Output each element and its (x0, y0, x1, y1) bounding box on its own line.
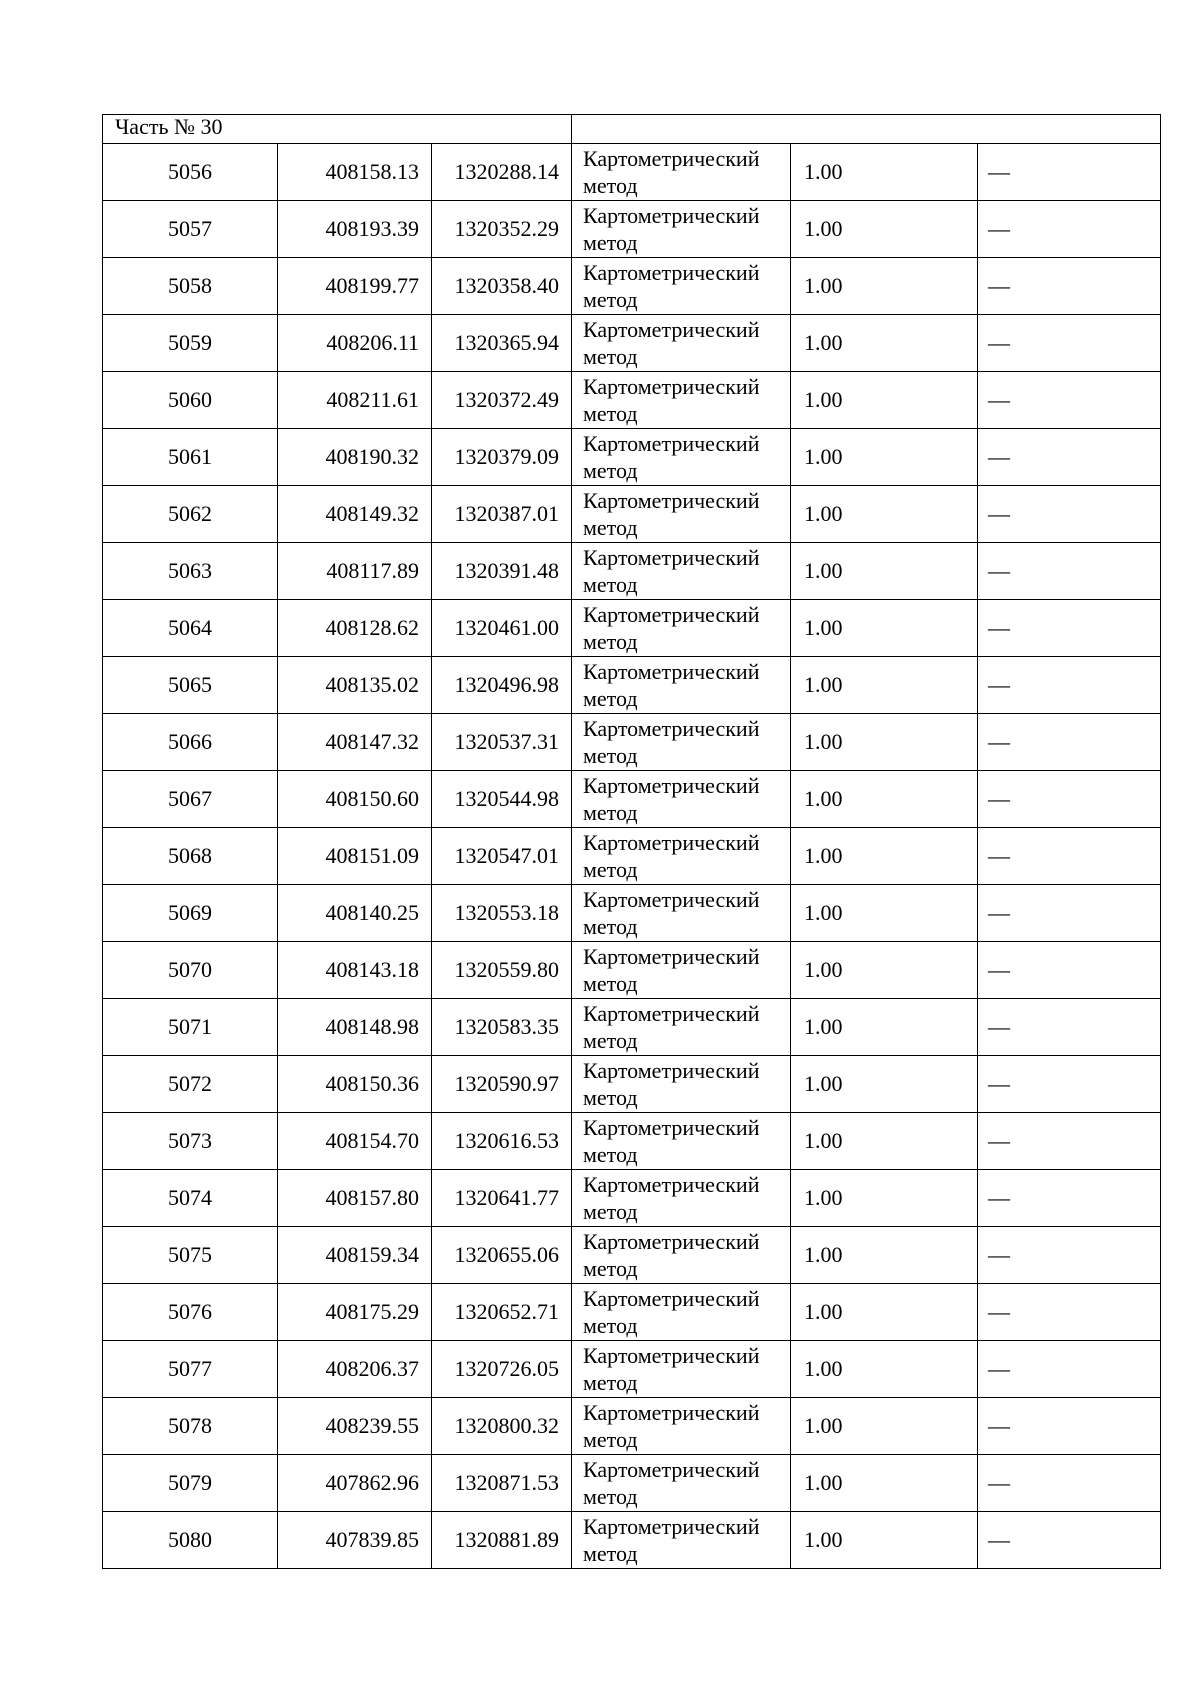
method-cell (572, 543, 791, 600)
accuracy-value: 1.00 (791, 771, 978, 828)
description-dash: — (978, 1170, 1161, 1227)
description-dash: — (978, 942, 1161, 999)
table-row (103, 1227, 1161, 1284)
method-line-2: метод (583, 1541, 638, 1566)
coordinate-y: 1320655.06 (432, 1227, 572, 1284)
method-line-2: метод (583, 1484, 638, 1509)
method-line-1: Картометрический (583, 488, 760, 513)
coordinate-y: 1320352.29 (432, 201, 572, 258)
method-line-2: метод (583, 1199, 638, 1224)
description-dash: — (978, 1284, 1161, 1341)
description-dash: — (978, 657, 1161, 714)
accuracy-value: 1.00 (791, 828, 978, 885)
method-cell (572, 1455, 791, 1512)
point-number: 5070 (103, 942, 278, 999)
accuracy-value: 1.00 (791, 1113, 978, 1170)
description-dash: — (978, 258, 1161, 315)
accuracy-value: 1.00 (791, 543, 978, 600)
table-row (103, 1512, 1161, 1569)
method-cell (572, 714, 791, 771)
table-row (103, 201, 1161, 258)
method-line-1: Картометрический (583, 659, 760, 684)
method-cell (572, 1170, 791, 1227)
accuracy-value: 1.00 (791, 714, 978, 771)
method-cell (572, 429, 791, 486)
point-number: 5068 (103, 828, 278, 885)
method-cell (572, 372, 791, 429)
coordinate-x: 407862.96 (278, 1455, 432, 1512)
method-line-1: Картометрический (583, 431, 760, 456)
description-dash: — (978, 543, 1161, 600)
coordinates-table-body (103, 115, 1161, 1569)
coordinate-x: 408157.80 (278, 1170, 432, 1227)
method-cell (572, 1512, 791, 1569)
table-row (103, 486, 1161, 543)
table-row (103, 999, 1161, 1056)
description-dash: — (978, 1113, 1161, 1170)
method-line-1: Картометрический (583, 545, 760, 570)
description-dash: — (978, 201, 1161, 258)
method-line-2: метод (583, 1085, 638, 1110)
method-line-1: Картометрический (583, 317, 760, 342)
method-cell (572, 258, 791, 315)
method-line-1: Картометрический (583, 203, 760, 228)
accuracy-value: 1.00 (791, 942, 978, 999)
accuracy-value: 1.00 (791, 885, 978, 942)
description-dash: — (978, 1227, 1161, 1284)
coordinate-y: 1320372.49 (432, 372, 572, 429)
accuracy-value: 1.00 (791, 429, 978, 486)
method-line-2: метод (583, 629, 638, 654)
point-number: 5058 (103, 258, 278, 315)
coordinate-y: 1320616.53 (432, 1113, 572, 1170)
point-number: 5079 (103, 1455, 278, 1512)
table-row (103, 315, 1161, 372)
method-line-2: метод (583, 1028, 638, 1053)
coordinate-x: 408190.32 (278, 429, 432, 486)
description-dash: — (978, 144, 1161, 201)
description-dash: — (978, 600, 1161, 657)
description-dash: — (978, 1455, 1161, 1512)
point-number: 5080 (103, 1512, 278, 1569)
method-line-1: Картометрический (583, 887, 760, 912)
point-number: 5074 (103, 1170, 278, 1227)
accuracy-value: 1.00 (791, 1056, 978, 1113)
description-dash: — (978, 1512, 1161, 1569)
accuracy-value: 1.00 (791, 600, 978, 657)
accuracy-value: 1.00 (791, 1227, 978, 1284)
coordinate-x: 408135.02 (278, 657, 432, 714)
coordinate-x: 407839.85 (278, 1512, 432, 1569)
method-line-2: метод (583, 458, 638, 483)
method-line-2: метод (583, 230, 638, 255)
accuracy-value: 1.00 (791, 201, 978, 258)
coordinate-x: 408117.89 (278, 543, 432, 600)
method-line-1: Картометрический (583, 374, 760, 399)
accuracy-value: 1.00 (791, 1284, 978, 1341)
part-header-row (103, 115, 1161, 144)
method-line-2: метод (583, 1370, 638, 1395)
point-number: 5059 (103, 315, 278, 372)
table-row (103, 258, 1161, 315)
coordinate-x: 408150.36 (278, 1056, 432, 1113)
method-line-2: метод (583, 572, 638, 597)
method-line-1: Картометрический (583, 830, 760, 855)
coordinates-table (102, 114, 1161, 1569)
table-row (103, 1341, 1161, 1398)
coordinate-y: 1320391.48 (432, 543, 572, 600)
method-line-2: метод (583, 1427, 638, 1452)
coordinate-x: 408154.70 (278, 1113, 432, 1170)
description-dash: — (978, 714, 1161, 771)
coordinate-y: 1320559.80 (432, 942, 572, 999)
coordinate-x: 408206.11 (278, 315, 432, 372)
method-cell (572, 657, 791, 714)
coordinate-x: 408150.60 (278, 771, 432, 828)
point-number: 5065 (103, 657, 278, 714)
point-number: 5057 (103, 201, 278, 258)
accuracy-value: 1.00 (791, 999, 978, 1056)
coordinate-x: 408206.37 (278, 1341, 432, 1398)
coordinate-y: 1320496.98 (432, 657, 572, 714)
coordinate-x: 408211.61 (278, 372, 432, 429)
accuracy-value: 1.00 (791, 1512, 978, 1569)
accuracy-value: 1.00 (791, 258, 978, 315)
method-line-2: метод (583, 287, 638, 312)
coordinate-y: 1320379.09 (432, 429, 572, 486)
part-label: Часть № 30 (103, 115, 572, 144)
method-line-2: метод (583, 1142, 638, 1167)
point-number: 5071 (103, 999, 278, 1056)
table-row (103, 1398, 1161, 1455)
method-line-1: Картометрический (583, 1457, 760, 1482)
table-row (103, 600, 1161, 657)
method-line-1: Картометрический (583, 1058, 760, 1083)
accuracy-value: 1.00 (791, 1170, 978, 1227)
table-row (103, 1455, 1161, 1512)
coordinate-x: 408199.77 (278, 258, 432, 315)
description-dash: — (978, 771, 1161, 828)
accuracy-value: 1.00 (791, 486, 978, 543)
coordinate-y: 1320387.01 (432, 486, 572, 543)
table-row (103, 714, 1161, 771)
method-cell (572, 1113, 791, 1170)
method-cell (572, 1284, 791, 1341)
coordinate-y: 1320652.71 (432, 1284, 572, 1341)
coordinate-y: 1320365.94 (432, 315, 572, 372)
table-row (103, 1113, 1161, 1170)
description-dash: — (978, 1341, 1161, 1398)
point-number: 5069 (103, 885, 278, 942)
method-line-1: Картометрический (583, 716, 760, 741)
point-number: 5062 (103, 486, 278, 543)
coordinate-x: 408140.25 (278, 885, 432, 942)
description-dash: — (978, 999, 1161, 1056)
point-number: 5056 (103, 144, 278, 201)
table-row (103, 885, 1161, 942)
coordinate-y: 1320544.98 (432, 771, 572, 828)
method-cell (572, 1398, 791, 1455)
description-dash: — (978, 429, 1161, 486)
accuracy-value: 1.00 (791, 372, 978, 429)
coordinate-x: 408143.18 (278, 942, 432, 999)
table-row (103, 657, 1161, 714)
method-line-2: метод (583, 800, 638, 825)
coordinate-x: 408128.62 (278, 600, 432, 657)
method-cell (572, 1341, 791, 1398)
coordinate-y: 1320871.53 (432, 1455, 572, 1512)
coordinate-x: 408159.34 (278, 1227, 432, 1284)
coordinate-y: 1320583.35 (432, 999, 572, 1056)
description-dash: — (978, 1056, 1161, 1113)
method-cell (572, 1056, 791, 1113)
coordinate-x: 408239.55 (278, 1398, 432, 1455)
accuracy-value: 1.00 (791, 1398, 978, 1455)
description-dash: — (978, 1398, 1161, 1455)
point-number: 5075 (103, 1227, 278, 1284)
coordinate-y: 1320288.14 (432, 144, 572, 201)
coordinate-x: 408149.32 (278, 486, 432, 543)
method-line-1: Картометрический (583, 1115, 760, 1140)
method-line-1: Картометрический (583, 1514, 760, 1539)
table-row (103, 429, 1161, 486)
coordinate-x: 408158.13 (278, 144, 432, 201)
method-line-1: Картометрический (583, 1286, 760, 1311)
method-cell (572, 771, 791, 828)
point-number: 5064 (103, 600, 278, 657)
coordinate-y: 1320358.40 (432, 258, 572, 315)
description-dash: — (978, 828, 1161, 885)
table-row (103, 1284, 1161, 1341)
method-line-2: метод (583, 971, 638, 996)
point-number: 5067 (103, 771, 278, 828)
method-line-1: Картометрический (583, 1229, 760, 1254)
coordinate-y: 1320547.01 (432, 828, 572, 885)
point-number: 5066 (103, 714, 278, 771)
part-header-empty-cell (572, 115, 1161, 144)
method-cell (572, 999, 791, 1056)
method-line-1: Картометрический (583, 602, 760, 627)
coordinate-x: 408175.29 (278, 1284, 432, 1341)
accuracy-value: 1.00 (791, 1341, 978, 1398)
point-number: 5061 (103, 429, 278, 486)
point-number: 5073 (103, 1113, 278, 1170)
coordinate-y: 1320881.89 (432, 1512, 572, 1569)
coordinate-y: 1320461.00 (432, 600, 572, 657)
coordinate-y: 1320641.77 (432, 1170, 572, 1227)
method-cell (572, 1227, 791, 1284)
accuracy-value: 1.00 (791, 144, 978, 201)
description-dash: — (978, 885, 1161, 942)
method-line-2: метод (583, 515, 638, 540)
method-line-2: метод (583, 857, 638, 882)
point-number: 5078 (103, 1398, 278, 1455)
method-line-2: метод (583, 1313, 638, 1338)
method-cell (572, 828, 791, 885)
method-line-1: Картометрический (583, 1400, 760, 1425)
point-number: 5076 (103, 1284, 278, 1341)
point-number: 5072 (103, 1056, 278, 1113)
table-row (103, 828, 1161, 885)
coordinate-y: 1320726.05 (432, 1341, 572, 1398)
accuracy-value: 1.00 (791, 315, 978, 372)
coordinate-y: 1320553.18 (432, 885, 572, 942)
point-number: 5060 (103, 372, 278, 429)
description-dash: — (978, 315, 1161, 372)
method-line-1: Картометрический (583, 944, 760, 969)
method-line-2: метод (583, 914, 638, 939)
method-cell (572, 942, 791, 999)
point-number: 5063 (103, 543, 278, 600)
coordinate-x: 408147.32 (278, 714, 432, 771)
method-line-1: Картометрический (583, 260, 760, 285)
method-line-1: Картометрический (583, 1172, 760, 1197)
method-line-1: Картометрический (583, 1343, 760, 1368)
coordinate-x: 408193.39 (278, 201, 432, 258)
method-cell (572, 315, 791, 372)
coordinate-y: 1320590.97 (432, 1056, 572, 1113)
method-cell (572, 885, 791, 942)
method-line-2: метод (583, 173, 638, 198)
method-line-1: Картометрический (583, 1001, 760, 1026)
coordinate-x: 408148.98 (278, 999, 432, 1056)
table-row (103, 144, 1161, 201)
method-line-2: метод (583, 1256, 638, 1281)
method-line-2: метод (583, 686, 638, 711)
accuracy-value: 1.00 (791, 1455, 978, 1512)
method-cell (572, 486, 791, 543)
coordinate-y: 1320800.32 (432, 1398, 572, 1455)
description-dash: — (978, 372, 1161, 429)
table-row (103, 1056, 1161, 1113)
method-line-2: метод (583, 401, 638, 426)
coordinate-x: 408151.09 (278, 828, 432, 885)
method-line-1: Картометрический (583, 146, 760, 171)
method-line-2: метод (583, 743, 638, 768)
table-row (103, 543, 1161, 600)
method-cell (572, 144, 791, 201)
table-row (103, 372, 1161, 429)
table-row (103, 771, 1161, 828)
method-cell (572, 201, 791, 258)
table-row (103, 1170, 1161, 1227)
method-line-2: метод (583, 344, 638, 369)
method-cell (572, 600, 791, 657)
table-row (103, 942, 1161, 999)
method-line-1: Картометрический (583, 773, 760, 798)
point-number: 5077 (103, 1341, 278, 1398)
description-dash: — (978, 486, 1161, 543)
accuracy-value: 1.00 (791, 657, 978, 714)
coordinate-y: 1320537.31 (432, 714, 572, 771)
